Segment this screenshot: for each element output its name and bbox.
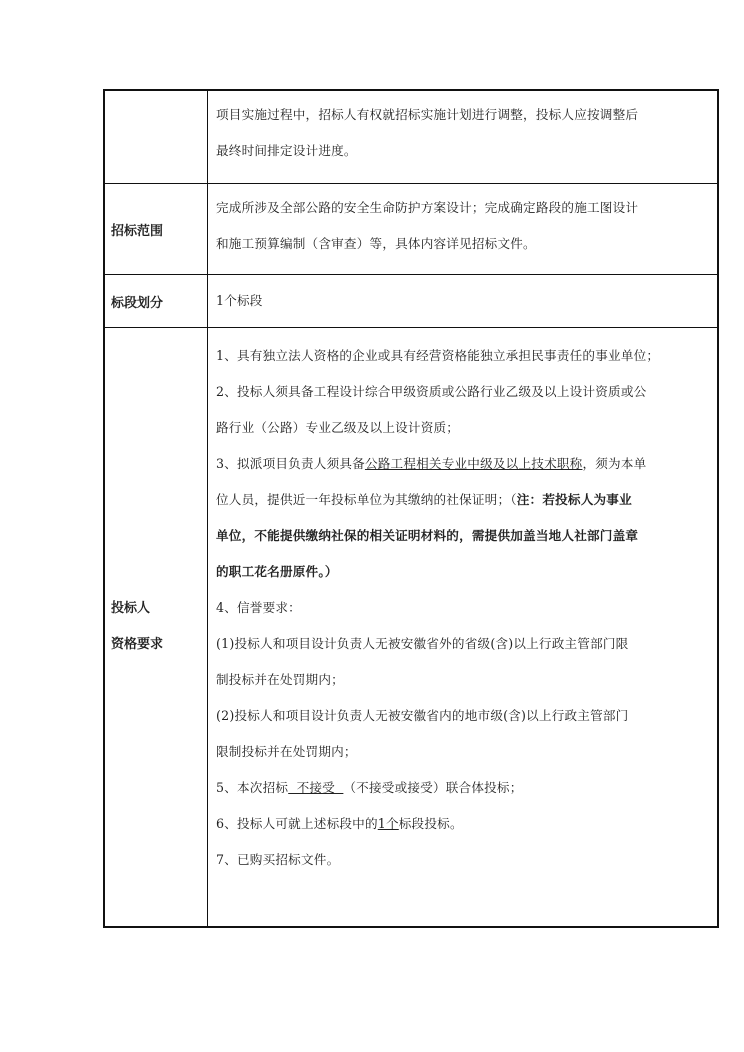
text-line (216, 482, 711, 518)
text-line (216, 806, 711, 842)
underlined-text: 不接受 (288, 780, 344, 795)
row-label-qualifications (105, 328, 208, 926)
text-line: 完成所涉及全部公路的安全生命防护方案设计；完成确定路段的施工图设计 (216, 200, 639, 215)
bold-text: 注：若投标人为事业 (516, 492, 632, 507)
text-line (216, 770, 711, 806)
text-span: 5、本次招标 (216, 780, 289, 795)
row-scope (105, 184, 717, 275)
underlined-text: 1个 (377, 816, 399, 831)
text-line: 限制投标并在处罚期内； (216, 744, 357, 759)
text-line: 2、投标人须具备工程设计综合甲级资质或公路行业乙级及以上设计资质或公 (216, 384, 647, 399)
row-label-empty (105, 91, 208, 183)
text-span: ，须为本单 (582, 456, 647, 471)
text-line: (2)投标人和项目设计负责人无被安徽省内的地市级(含)以上行政主管部门 (216, 708, 629, 723)
row-content (208, 328, 717, 926)
bold-line: 单位，不能提供缴纳社保的相关证明材料的，需提供加盖当地人社部门盖章 (216, 528, 639, 543)
text-line: 4、信誉要求： (216, 600, 301, 615)
text-span: 标段投标。 (398, 816, 463, 831)
row-content (208, 184, 717, 274)
text-line: 1个标段 (216, 293, 263, 308)
row-content (208, 91, 717, 183)
bold-line: 的职工花名册原件。） (216, 564, 338, 579)
text-line (216, 446, 711, 482)
text-span: 位人员，提供近一年投标单位为其缴纳的社保证明；（ (216, 492, 517, 507)
text-line: 路行业（公路）专业乙级及以上设计资质； (216, 420, 460, 435)
row-sections (105, 275, 717, 328)
text-span: 6、投标人可就上述标段中的 (216, 816, 378, 831)
tender-info-table (103, 89, 719, 928)
text-line: 最终时间排定设计进度。 (216, 143, 357, 158)
row-qualifications (105, 328, 717, 926)
text-line: (1)投标人和项目设计负责人无被安徽省外的省级(含)以上行政主管部门限 (216, 636, 629, 651)
text-span: 3、拟派项目负责人须具备 (216, 456, 365, 471)
text-line: 7、已购买招标文件。 (216, 852, 340, 867)
text-line: 1、具有独立法人资格的企业或具有经营资格能独立承担民事责任的事业单位； (216, 348, 660, 363)
text-line: 项目实施过程中，招标人有权就招标实施计划进行调整，投标人应按调整后 (216, 107, 639, 122)
row-label-sections: 标段划分 (105, 275, 208, 327)
row-content (208, 275, 717, 327)
label-line: 资格要求 (111, 637, 164, 652)
label-line: 投标人 (111, 601, 151, 616)
row-schedule-note (105, 91, 717, 184)
row-label-scope: 招标范围 (105, 184, 208, 274)
text-line: 和施工预算编制（含审查）等，具体内容详见招标文件。 (216, 236, 536, 251)
text-line: 制投标并在处罚期内； (216, 672, 344, 687)
underlined-text: 公路工程相关专业中级及以上技术职称 (364, 456, 583, 471)
text-span: （不接受或接受）联合体投标； (343, 780, 523, 795)
